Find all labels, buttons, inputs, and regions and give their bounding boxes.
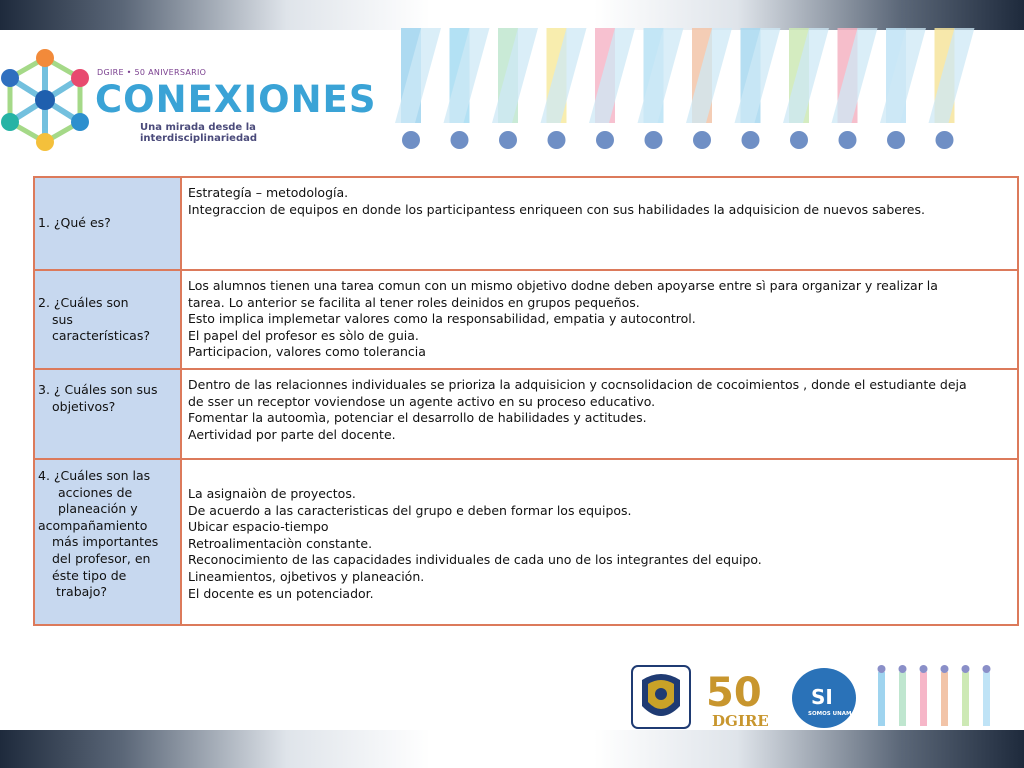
question-line: éste tipo de: [52, 567, 127, 583]
table-row: [34, 369, 1018, 459]
unam-seal-icon: [632, 666, 690, 728]
stripe-dot: [596, 131, 614, 149]
stripe-dot: [936, 131, 954, 149]
question-line: del profesor, en: [52, 550, 151, 566]
answer-line: De acuerdo a las caracteristicas del grupo e deben formar los equipos.: [188, 502, 632, 518]
mini-stripe-bar: [920, 672, 927, 726]
answer-line: Integraccion de equipos en donde los participantess enriqueen con sus habilidades la adquisicion de nuevos saberes.: [188, 201, 925, 217]
stripe-dot: [402, 131, 420, 149]
answer-cell: [181, 369, 1018, 459]
mini-stripe-dot: [983, 665, 991, 673]
answer-line: Aertividad por parte del docente.: [188, 426, 396, 442]
mini-stripe-bar: [962, 672, 969, 726]
question-cell: [34, 177, 181, 270]
si-somos-unam-logo: [792, 668, 856, 728]
stripe-dot: [693, 131, 711, 149]
stripe-dot: [887, 131, 905, 149]
brand-title: CONEXIONES: [95, 78, 377, 121]
question-line: planeación y: [58, 501, 138, 517]
answer-line: Lineamientos, ojbetivos y planeación.: [188, 568, 425, 584]
content-table: [33, 176, 1019, 626]
mini-stripes-icon: [878, 665, 991, 726]
mini-stripe-dot: [920, 665, 928, 673]
stripe-dot: [839, 131, 857, 149]
stripe-dot: [548, 131, 566, 149]
answer-line: Fomentar la autoomìa, potenciar el desarrollo de habilidades y actitudes.: [188, 410, 647, 426]
mini-stripe-dot: [878, 665, 886, 673]
stripe-dot: [451, 131, 469, 149]
mini-stripe-dot: [941, 665, 949, 673]
table-row: [34, 459, 1018, 625]
answer-line: Reconocimiento de las capacidades individuales de cada uno de los integrantes del equipo.: [188, 552, 762, 568]
answer-line: Estrategía – metodología.: [188, 185, 349, 200]
stripe-dot: [645, 131, 663, 149]
question-cell: [34, 459, 181, 625]
question-line: acciones de: [58, 484, 133, 500]
question-line: 1. ¿Qué es?: [38, 215, 111, 231]
answer-line: Esto implica implemetar valores como la responsabilidad, empatia y autocontrol.: [188, 311, 696, 327]
answer-cell: [181, 270, 1018, 369]
answer-line: El papel del profesor es sòlo de guia.: [188, 327, 419, 343]
question-line: 3. ¿ Cuáles son sus: [38, 382, 158, 397]
question-line: características?: [52, 328, 150, 344]
answer-cell: [181, 459, 1018, 625]
conexiones-logo: [0, 44, 377, 154]
answer-line: El docente es un potenciador.: [188, 585, 374, 601]
stripe-dot: [790, 131, 808, 149]
mini-stripe-dot: [962, 665, 970, 673]
dgire-50-logo: [706, 670, 769, 730]
answer-line: Participacion, valores como tolerancia: [188, 344, 426, 360]
si-sub-label: SOMOS UNAM: [808, 711, 852, 717]
stripe-dot: [499, 131, 517, 149]
answer-cell: [181, 177, 1018, 270]
dgire-number: 50: [706, 670, 762, 716]
question-line: objetivos?: [52, 398, 116, 414]
mini-stripe-bar: [878, 672, 885, 726]
dgire-label: DGIRE: [712, 712, 769, 730]
stripe-dot: [742, 131, 760, 149]
anniversary-label: DGIRE • 50 ANIVERSARIO: [97, 68, 207, 77]
question-line: sus: [52, 311, 73, 327]
question-line: acompañamiento: [38, 517, 148, 533]
mini-stripe-bar: [899, 672, 906, 726]
mini-stripe-bar: [983, 672, 990, 726]
mini-stripe-dot: [899, 665, 907, 673]
bottom-gradient-band: [0, 730, 1024, 768]
decorative-stripes: [395, 28, 1005, 153]
si-label: SI: [811, 685, 833, 709]
answer-line: Retroalimentaciòn constante.: [188, 535, 373, 551]
table-row: [34, 177, 1018, 270]
footer-logo-strip: [628, 662, 1008, 732]
brand-subtitle: Una mirada desde la interdisciplinariedad: [140, 122, 258, 144]
answer-line: La asignaiòn de proyectos.: [188, 486, 356, 501]
question-cell: [34, 270, 181, 369]
answer-line: Dentro de las relacionnes individuales se prioriza la adquisicion y cocnsolidacion de cocoimientos , donde el estudiante deja: [188, 377, 967, 392]
question-line: trabajo?: [56, 584, 108, 600]
question-cell: [34, 369, 181, 459]
answer-line: tarea. Lo anterior se facilita al tener roles deinidos en grupos pequeños.: [188, 294, 640, 310]
answer-line: Los alumnos tienen una tarea comun con un mismo objetivo dodne deben apoyarse entre sì para organizar y realizar la: [188, 278, 938, 293]
question-line: 4. ¿Cuáles son las: [38, 468, 151, 483]
mini-stripe-bar: [941, 672, 948, 726]
question-line: 2. ¿Cuáles son: [38, 295, 129, 310]
molecule-logo-icon: [0, 44, 95, 154]
footer-logos: [628, 662, 1008, 736]
table-row: [34, 270, 1018, 369]
top-gradient-band: [0, 0, 1024, 30]
answer-line: de sser un receptor voviendose un agente activo en su proceso educativo.: [188, 393, 656, 409]
question-line: más importantes: [52, 534, 159, 550]
answer-line: Ubicar espacio-tiempo: [188, 519, 329, 535]
